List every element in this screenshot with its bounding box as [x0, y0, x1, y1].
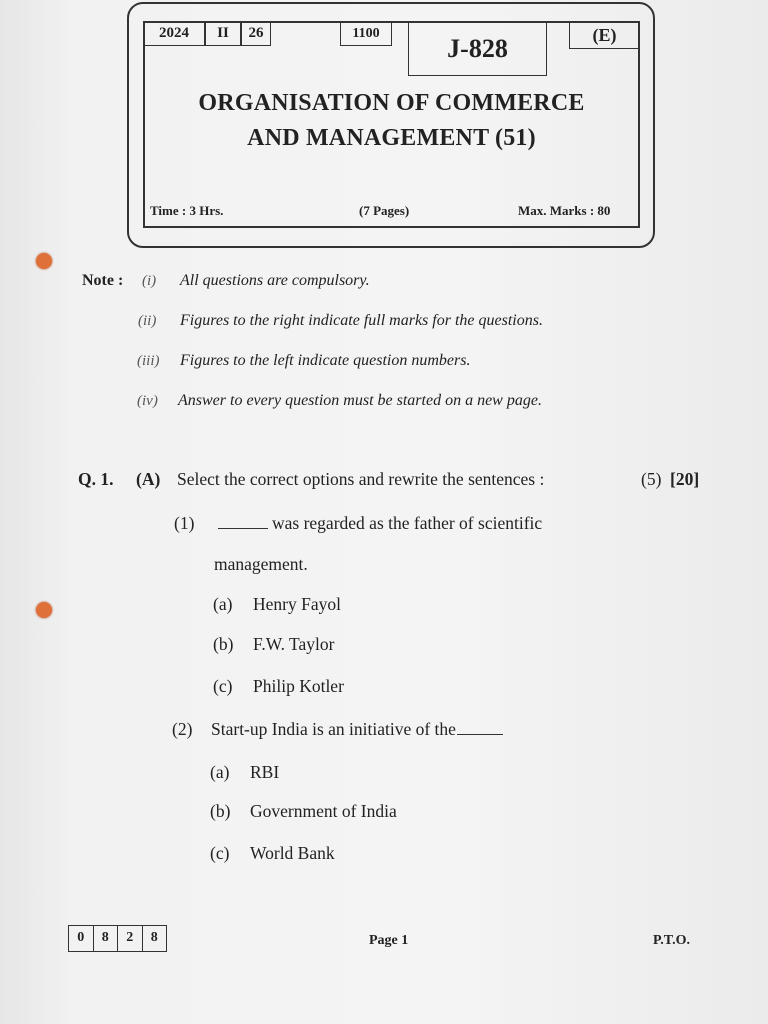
sub-question-text	[211, 719, 507, 740]
option-text: World Bank	[250, 843, 335, 863]
option-label: (c)	[213, 676, 233, 696]
note-text: Answer to every question must be started on a new page.	[178, 392, 542, 409]
note-text: Figures to the right indicate full marks for the questions.	[180, 312, 543, 329]
sub-question-text	[214, 513, 542, 534]
page-number: Page 1	[369, 933, 409, 948]
option-label: (b)	[213, 634, 234, 654]
question-instruction: Select the correct options and rewrite the sentences :	[177, 469, 545, 489]
count-cell: 1100	[340, 21, 392, 46]
note-label: Note :	[82, 272, 124, 289]
option-text: F.W. Taylor	[253, 634, 335, 654]
note-text: All questions are compulsory.	[180, 272, 370, 289]
subject-title-line2: AND MANAGEMENT (51)	[247, 125, 536, 151]
time-allowed: Time : 3 Hrs.	[150, 203, 224, 218]
year-cell: 2024	[143, 21, 205, 46]
option-label: (c)	[210, 843, 230, 863]
note-number: (iii)	[137, 353, 160, 369]
max-marks: Max. Marks : 80	[518, 203, 611, 218]
code-digit: 2	[118, 926, 143, 951]
sub-question-text-main: Start-up India is an initiative of the	[211, 719, 456, 739]
question-number: Q. 1.	[78, 469, 114, 489]
fill-blank	[457, 722, 503, 735]
note-number: (i)	[142, 273, 157, 289]
option-text: Philip Kotler	[253, 676, 344, 696]
option-label: (b)	[210, 801, 231, 821]
option-text: Government of India	[250, 801, 397, 821]
part-marks: (5)	[641, 469, 662, 489]
sub-question-number: (2)	[172, 719, 193, 739]
note-text: Figures to the left indicate question numbers.	[180, 352, 471, 369]
sub-question-text-rest: was regarded as the father of scientific	[272, 513, 543, 533]
option-label: (a)	[213, 594, 233, 614]
code-digit: 8	[94, 926, 119, 951]
question-part: (A)	[136, 469, 161, 489]
option-text: Henry Fayol	[253, 594, 341, 614]
please-turn-over: P.T.O.	[653, 933, 690, 948]
paper-code: J-828	[408, 21, 547, 76]
number-cell: 26	[241, 21, 271, 46]
subject-title-line1: ORGANISATION OF COMMERCE	[198, 90, 585, 116]
sub-question-number: (1)	[174, 513, 195, 533]
punch-hole-top	[36, 253, 52, 269]
option-text: RBI	[250, 762, 280, 782]
medium-cell: (E)	[569, 21, 640, 49]
code-digit: 0	[69, 926, 94, 951]
total-marks: [20]	[670, 469, 700, 489]
option-label: (a)	[210, 762, 230, 782]
note-number: (ii)	[138, 313, 157, 329]
code-digit: 8	[150, 930, 158, 945]
session-cell: II	[205, 21, 241, 46]
punch-hole-bottom	[36, 602, 52, 618]
note-number: (iv)	[137, 393, 158, 409]
fill-blank	[218, 516, 268, 529]
sub-question-text-line2: management.	[214, 554, 308, 574]
page-count: (7 Pages)	[359, 203, 410, 218]
paper-code-box	[68, 925, 167, 952]
